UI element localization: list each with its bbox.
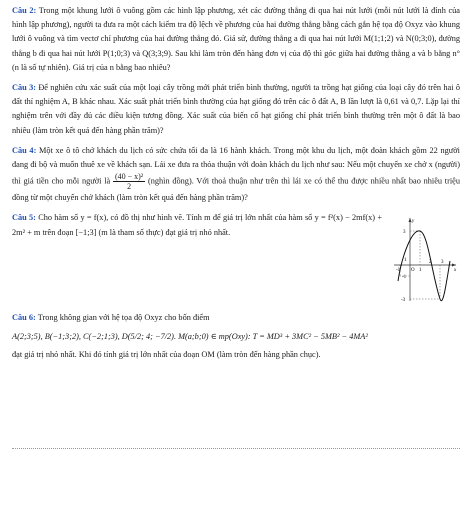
tick-y-1: -1 — [402, 275, 407, 281]
tick-y1: 1 — [404, 258, 407, 264]
question-5 — [12, 211, 390, 305]
x-arrow-icon — [452, 264, 456, 267]
question-4-text-after: (nghìn đồng). Với thoả thuận như trên thì lái xe có thể thu được nhiều nhất bao nhiêu triệu đồng từ một chuyến chở khách (làm tròn kết quả đến hàng phần trăm)? — [12, 176, 460, 203]
tick-x3: 3 — [441, 260, 444, 266]
question-6-text-2: A(2;3;5), B(−1;3;2), C(−2;1;3), D(5/2; 4; −7/2). M(a;b;0) ∈ mp(Oxy): T = MD³ + 3MC² − 5MB² − 4MA² — [12, 331, 368, 341]
question-5-block — [12, 211, 460, 305]
question-6-text-3: đạt giá trị nhỏ nhất. Khi đó tính giá trị lớn nhất của đoạn OM (làm tròn đến hàng phần chục). — [12, 349, 321, 359]
tick-y-3: -3 — [401, 298, 406, 304]
question-6-tail — [12, 348, 460, 362]
question-3 — [12, 81, 460, 138]
question-6 — [12, 311, 460, 325]
tick-y3: 3 — [403, 230, 406, 236]
question-4-label: Câu 4: — [12, 145, 37, 155]
question-3-label: Câu 3: — [12, 83, 36, 93]
question-6-text-1: Trong không gian với hệ tọa độ Oxyz cho bốn điểm — [37, 313, 210, 323]
tick-x1: 1 — [419, 268, 422, 274]
tick-x-1: -1 — [396, 268, 401, 274]
question-2-text: Trong một khung lưới ô vuông gồm các hình lập phương, xét các đường thẳng đi qua hai nút lưới (mỗi nút lưới là đỉnh của hình lập phương), người ta đưa ra một cách kiểm tra độ lệch về phương của hai đường thẳng bằng cách gắn hệ tọa độ Oxyz vào khung lưới ô vuông và tìm vectơ chỉ phương của hai đường thẳng đó. Giả sử, đường thẳng a đi qua hai nút lưới M(1;1;2) và N(0;3;0), đường thẳng b đi qua hai nút lưới P(1;0;3) và Q(3;3;9). Sau khi làm tròn đến hàng đơn vị của độ thì góc giữa hai đường thẳng a và b bằng n° (n là số tự nhiên). Giá trị của n bằng bao nhiêu? — [12, 6, 460, 72]
fraction-numerator: (40 − x)² — [114, 172, 144, 182]
question-2 — [12, 4, 460, 75]
question-5-text: Cho hàm số y = f(x), có đồ thị như hình vẽ. Tính m để giá trị lớn nhất của hàm số y = f²(x) − 2mf(x) + 2m² + m trên đoạn [−1;3] (m là tham số thực) đạt giá trị nhỏ nhất. — [12, 213, 382, 237]
function-graph — [390, 215, 460, 305]
question-4 — [12, 144, 460, 206]
divider-dotted — [12, 448, 460, 449]
question-5-label: Câu 5: — [12, 213, 36, 223]
function-curve — [398, 231, 450, 304]
question-2-label: Câu 2: — [12, 6, 37, 15]
question-3-text: Để nghiên cứu xác suất của một loại cây trồng mới phát triển bình thường, người ta trồng hạt giống của loại cây đó trên hai ô đất thí nghiệm A, B khác nhau. Xác suất phát triển bình thường của hạt giống đó trên các ô đất A, B lần lượt là 0,61 và 0,7. Lặp lại thí nghiệm trên với đầy đủ các điều kiện tương đồng. Xác suất của biến cố hạt giống chỉ phát triển bình thường trên một ô đất là bao nhiêu (làm tròn kết quả đến hàng phần trăm)? — [12, 83, 460, 135]
question-6-formula — [12, 330, 460, 344]
axis-y-label: y — [412, 219, 415, 225]
tick-x2: 2 — [429, 260, 432, 266]
question-4-text-before: Một xe ô tô chở khách du lịch có sức chứa tối đa là 16 hành khách. Trong một khu du lịch, một đoàn khách gồm 22 người đang đi bộ và muốn thuê xe về khách sạn. Lái xe đưa ra thỏa thuận với đoàn khách du lịch như sau: Nếu một chuyến xe chở x (người) thì giá tiền cho mỗi người là — [12, 145, 460, 186]
origin-label: O — [411, 268, 415, 274]
fraction-denominator: 2 — [127, 182, 132, 192]
axis-x-label: x — [454, 268, 457, 274]
question-6-label: Câu 6: — [12, 313, 36, 323]
price-fraction — [113, 172, 145, 191]
